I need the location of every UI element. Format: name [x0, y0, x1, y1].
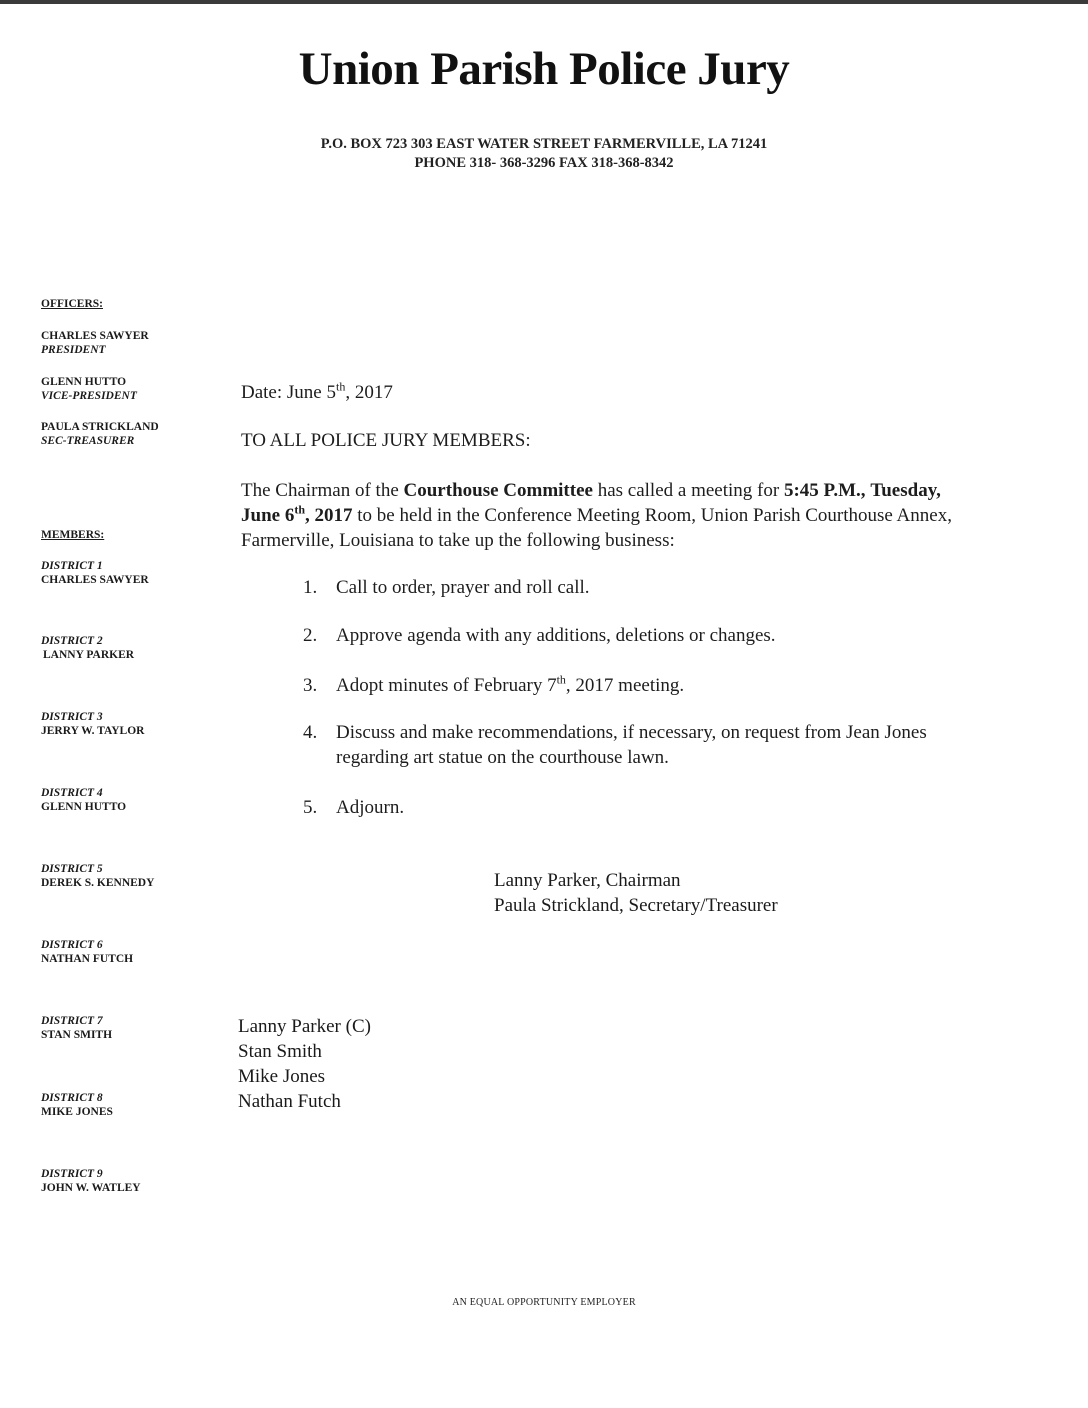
- committee-name: Courthouse Committee: [403, 480, 593, 501]
- intro-text: The Chairman of the: [241, 480, 404, 501]
- intro-text: to be held in the Conference Meeting Room, Union Parish Courthouse Annex, Farmerville, Louisiana to take up the following business:: [241, 505, 952, 551]
- meeting-year: , 2017: [305, 505, 353, 526]
- agenda-text: Adjourn.: [336, 797, 405, 818]
- agenda-item: [303, 575, 963, 600]
- district-entry: [41, 938, 133, 966]
- agenda-number: 5.: [303, 797, 318, 818]
- letterhead-address: P.O. BOX 723 303 EAST WATER STREET FARMERVILLE, LA 71241: [320, 136, 768, 152]
- committee-member: Mike Jones: [238, 1066, 326, 1087]
- district-label: DISTRICT 1: [41, 560, 103, 572]
- letterhead-title: Union Parish Police Jury: [298, 43, 790, 95]
- date-year: , 2017: [345, 382, 393, 403]
- date-text: Date: June 5: [241, 382, 336, 403]
- signature-block: [494, 868, 778, 918]
- signature-secretary: Paula Strickland, Secretary/Treasurer: [494, 895, 778, 916]
- district-member: STAN SMITH: [41, 1029, 113, 1041]
- agenda-item: [303, 623, 963, 648]
- officer-name: PAULA STRICKLAND: [41, 421, 159, 433]
- intro-text: has called a meeting for: [592, 480, 784, 501]
- district-entry: [41, 1091, 113, 1119]
- officer-role: VICE-PRESIDENT: [41, 390, 137, 402]
- officer-entry: [41, 329, 149, 357]
- agenda-item: [303, 673, 963, 698]
- district-label: DISTRICT 5: [41, 863, 103, 875]
- district-entry: [41, 1014, 112, 1042]
- agenda-item: [303, 795, 963, 820]
- officers-heading: OFFICERS:: [41, 298, 103, 310]
- officer-role: PRESIDENT: [41, 344, 106, 356]
- district-member: GLENN HUTTO: [41, 801, 127, 813]
- committee-members-list: [238, 1014, 371, 1114]
- district-entry: [41, 634, 134, 662]
- members-heading: MEMBERS:: [41, 529, 105, 541]
- top-border: [0, 0, 1088, 4]
- district-label: DISTRICT 6: [41, 939, 103, 951]
- district-entry: [41, 559, 149, 587]
- agenda-text-part: Adopt minutes of February 7: [336, 675, 557, 696]
- agenda-text-part: , 2017 meeting.: [565, 675, 685, 696]
- footer-text: AN EQUAL OPPORTUNITY EMPLOYER: [452, 1297, 636, 1308]
- letter-date: [241, 380, 393, 405]
- committee-member: Lanny Parker (C): [238, 1016, 371, 1037]
- district-member: DEREK S. KENNEDY: [41, 877, 155, 889]
- district-member: CHARLES SAWYER: [41, 574, 149, 586]
- agenda-number: 3.: [303, 675, 318, 696]
- committee-member: Nathan Futch: [238, 1091, 341, 1112]
- officer-entry: [41, 420, 159, 448]
- committee-member: Stan Smith: [238, 1041, 322, 1062]
- district-member: JERRY W. TAYLOR: [41, 725, 145, 737]
- agenda-ordinal: th: [556, 672, 566, 687]
- officer-name: GLENN HUTTO: [41, 376, 127, 388]
- district-entry: [41, 1167, 141, 1195]
- district-entry: [41, 786, 126, 814]
- district-label: DISTRICT 8: [41, 1092, 103, 1104]
- district-member: MIKE JONES: [41, 1106, 113, 1118]
- meeting-day-ordinal: th: [294, 502, 305, 517]
- district-label: DISTRICT 9: [41, 1168, 103, 1180]
- agenda-number: 2.: [303, 625, 318, 646]
- district-member: LANNY PARKER: [43, 649, 135, 661]
- district-label: DISTRICT 4: [41, 787, 103, 799]
- meeting-day-text: Tuesday, June 6: [241, 480, 941, 526]
- agenda-text: [336, 673, 963, 698]
- date-ordinal: th: [335, 379, 346, 394]
- district-label: DISTRICT 3: [41, 711, 103, 723]
- agenda-text: Discuss and make recommendations, if necessary, on request from Jean Jones regarding art statue on the courthouse lawn.: [336, 722, 927, 768]
- agenda-text: Call to order, prayer and roll call.: [336, 577, 590, 598]
- officer-entry: [41, 375, 137, 403]
- agenda-text: Approve agenda with any additions, deletions or changes.: [336, 625, 776, 646]
- meeting-time: 5:45 P.M.,: [783, 480, 866, 501]
- district-label: DISTRICT 2: [41, 635, 103, 647]
- salutation: TO ALL POLICE JURY MEMBERS:: [241, 430, 531, 451]
- district-entry: [41, 862, 154, 890]
- agenda-number: 1.: [303, 577, 318, 598]
- district-member: NATHAN FUTCH: [41, 953, 134, 965]
- officer-role: SEC-TREASURER: [41, 435, 135, 447]
- agenda-item: [303, 720, 963, 770]
- agenda-number: 4.: [303, 722, 318, 743]
- intro-paragraph: [241, 478, 981, 553]
- district-entry: [41, 710, 144, 738]
- signature-chairman: Lanny Parker, Chairman: [494, 870, 681, 891]
- district-member: JOHN W. WATLEY: [41, 1182, 141, 1194]
- district-label: DISTRICT 7: [41, 1015, 103, 1027]
- officer-name: CHARLES SAWYER: [41, 330, 149, 342]
- letterhead-phone: PHONE 318- 368-3296 FAX 318-368-8342: [414, 155, 674, 171]
